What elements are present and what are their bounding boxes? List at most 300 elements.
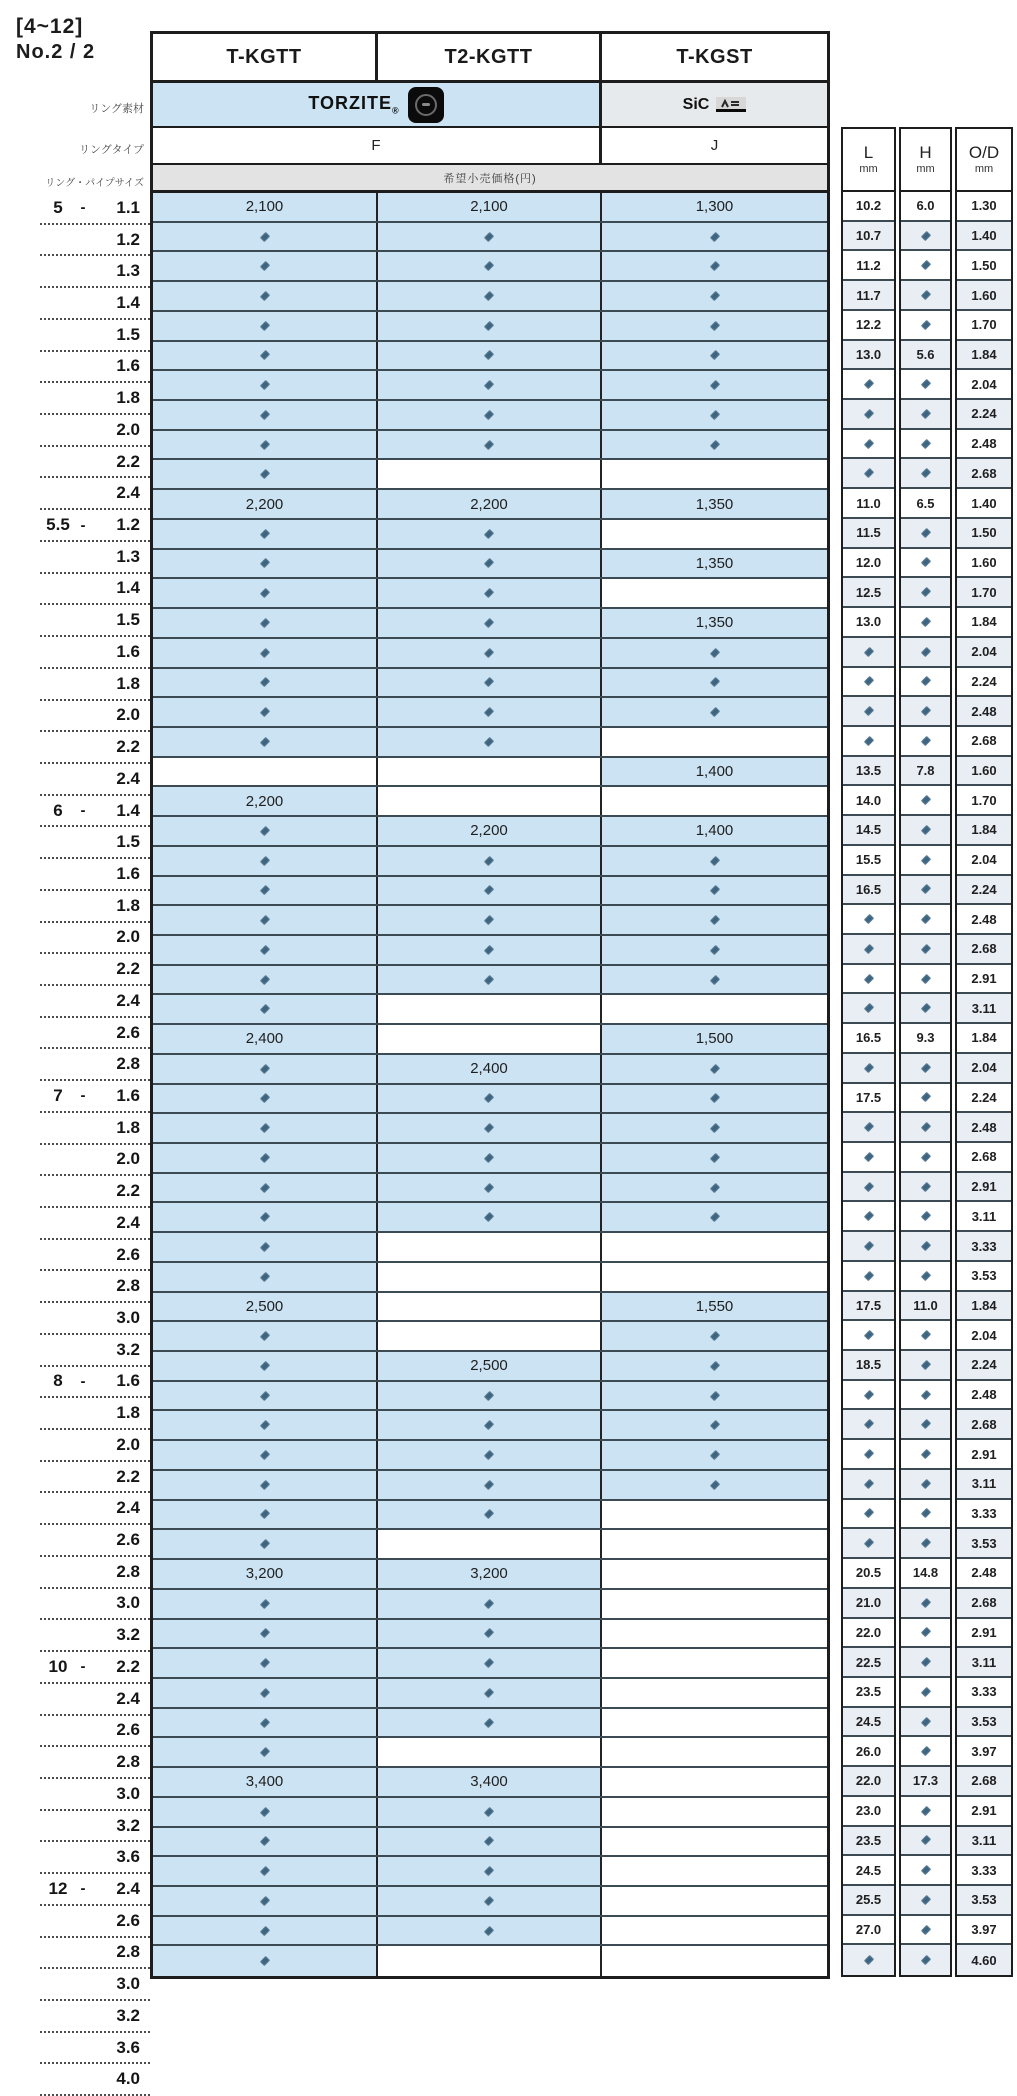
kgtt-price-cell: 2,200 — [153, 787, 378, 815]
kgst-price-cell — [602, 1441, 827, 1469]
h-cell — [901, 549, 950, 579]
t2kgtt-price-cell — [378, 698, 602, 726]
h-cell — [901, 459, 950, 489]
od-cell: 2.24 — [957, 1084, 1011, 1114]
l-cell: 12.0 — [843, 549, 894, 579]
row-label — [40, 1906, 150, 1938]
h-cell — [901, 1500, 950, 1530]
kgst-price-cell — [602, 639, 827, 667]
kgst-price-cell — [602, 877, 827, 905]
ditto-mark — [259, 1420, 269, 1430]
ditto-mark — [259, 1450, 269, 1460]
t2kgtt-price-cell — [378, 1530, 602, 1558]
od-header-letter: O/D — [968, 143, 1000, 163]
ditto-mark — [259, 1925, 269, 1935]
ditto-mark — [259, 1598, 269, 1608]
row-label — [40, 1938, 150, 1970]
table-row — [153, 1590, 827, 1620]
kgst-price-cell — [602, 401, 827, 429]
ditto-mark — [259, 1956, 269, 1966]
title-block — [16, 14, 95, 65]
ditto-mark — [709, 1450, 719, 1460]
dimension-table — [841, 127, 1013, 1977]
kgst-price-cell — [602, 1203, 827, 1231]
row-dash: - — [80, 516, 86, 534]
od-cell: 2.91 — [957, 1440, 1011, 1470]
ditto-mark — [484, 1806, 494, 1816]
row-label — [40, 605, 150, 637]
kgst-price-cell — [602, 1620, 827, 1648]
kgtt-price-cell — [153, 342, 378, 370]
ditto-mark — [259, 1747, 269, 1757]
kgtt-price-cell — [153, 1590, 378, 1618]
ditto-mark — [259, 558, 269, 568]
t2kgtt-price-cell — [378, 669, 602, 697]
table-row — [153, 698, 827, 728]
kgtt-price-cell — [153, 1530, 378, 1558]
l-cell: 16.5 — [843, 1024, 894, 1054]
ditto-mark — [863, 1389, 873, 1399]
od-cell: 3.53 — [957, 1708, 1011, 1738]
od-cell: 2.68 — [957, 1767, 1011, 1797]
ditto-mark — [709, 321, 719, 331]
ditto-mark — [863, 1152, 873, 1162]
h-cell: 9.3 — [901, 1024, 950, 1054]
table-row — [153, 966, 827, 996]
kgst-price-cell — [602, 669, 827, 697]
od-cell: 1.84 — [957, 608, 1011, 638]
kgtt-price-cell: 3,400 — [153, 1768, 378, 1796]
kgtt-price-cell — [153, 1174, 378, 1202]
od-cell: 1.50 — [957, 251, 1011, 281]
row-label — [40, 1430, 150, 1462]
kgst-price-cell: 1,400 — [602, 758, 827, 786]
h-cell — [901, 1827, 950, 1857]
ditto-mark — [484, 618, 494, 628]
t2kgtt-price-cell — [378, 1471, 602, 1499]
table-row — [153, 1144, 827, 1174]
t2kgtt-price-cell — [378, 223, 602, 251]
kgst-price-cell — [602, 1322, 827, 1350]
ring-type-label: リングタイプ — [78, 144, 144, 156]
row-dash: - — [80, 1658, 86, 1676]
l-cell: 17.5 — [843, 1084, 894, 1114]
row-label — [40, 478, 150, 510]
ditto-mark — [259, 1093, 269, 1103]
h-cell — [901, 1589, 950, 1619]
kgtt-price-cell — [153, 1263, 378, 1291]
t2kgtt-price-cell: 2,200 — [378, 817, 602, 845]
h-cell — [901, 1054, 950, 1084]
kgtt-price-cell — [153, 906, 378, 934]
ditto-mark — [920, 1895, 930, 1905]
ditto-mark — [484, 1390, 494, 1400]
ditto-mark — [259, 380, 269, 390]
t2kgtt-price-cell — [378, 252, 602, 280]
kgtt-price-cell — [153, 1857, 378, 1885]
kgtt-price-cell — [153, 1798, 378, 1826]
ditto-mark — [259, 1866, 269, 1876]
h-cell — [901, 222, 950, 252]
row-size-label: 3.0 — [116, 1974, 140, 1994]
ditto-mark — [863, 676, 873, 686]
table-row — [153, 1025, 827, 1055]
l-cell — [843, 400, 894, 430]
h-cell: 17.3 — [901, 1767, 950, 1797]
row-size-label: 1.8 — [116, 895, 140, 915]
l-cell: 17.5 — [843, 1292, 894, 1322]
ditto-mark — [709, 974, 719, 984]
kgst-price-cell — [602, 1828, 827, 1856]
ditto-mark — [259, 1242, 269, 1252]
l-header-letter: L — [863, 143, 874, 163]
h-cell — [901, 370, 950, 400]
od-cell: 2.04 — [957, 638, 1011, 668]
torzite-logo-icon — [408, 87, 444, 123]
ditto-mark — [863, 1062, 873, 1072]
od-cell: 3.97 — [957, 1916, 1011, 1946]
kgtt-price-cell — [153, 520, 378, 548]
kgst-price-cell — [602, 223, 827, 251]
ditto-mark — [920, 528, 930, 538]
row-label — [40, 923, 150, 955]
l-cell: 27.0 — [843, 1916, 894, 1946]
table-row — [153, 1620, 827, 1650]
ditto-mark — [259, 647, 269, 657]
table-row — [153, 1917, 827, 1947]
kgtt-price-cell — [153, 252, 378, 280]
od-cell: 1.70 — [957, 578, 1011, 608]
ditto-mark — [259, 1539, 269, 1549]
ditto-mark — [863, 1538, 873, 1548]
h-cell: 6.0 — [901, 192, 950, 222]
kgst-price-cell — [602, 1857, 827, 1885]
table-row — [153, 877, 827, 907]
od-cell: 2.68 — [957, 459, 1011, 489]
row-label — [40, 1081, 150, 1113]
t2kgtt-price-cell — [378, 1263, 602, 1291]
h-cell — [901, 638, 950, 668]
h-cell — [901, 1351, 950, 1381]
price-table — [150, 31, 830, 1979]
t2kgtt-price-cell — [378, 847, 602, 875]
h-cell — [901, 608, 950, 638]
t2kgtt-price-cell — [378, 1946, 602, 1976]
row-label — [40, 225, 150, 257]
row-size-label: 1.4 — [116, 293, 140, 313]
ditto-mark — [863, 1003, 873, 1013]
kgtt-price-cell — [153, 1411, 378, 1439]
ditto-mark — [920, 676, 930, 686]
kgst-price-cell: 1,500 — [602, 1025, 827, 1053]
row-size-label: 2.8 — [116, 1276, 140, 1296]
row-size-label: 1.5 — [116, 324, 140, 344]
ditto-mark — [484, 1598, 494, 1608]
row-label — [40, 288, 150, 320]
kgtt-price-cell — [153, 1620, 378, 1648]
table-row — [153, 1887, 827, 1917]
kgst-price-cell: 1,350 — [602, 609, 827, 637]
row-label — [40, 1303, 150, 1335]
l-header — [843, 129, 894, 192]
kgtt-price-cell — [153, 1917, 378, 1945]
h-cell — [901, 1708, 950, 1738]
kgtt-price-cell — [153, 1114, 378, 1142]
table-row — [153, 342, 827, 372]
ditto-mark — [920, 1152, 930, 1162]
h-cell — [901, 1173, 950, 1203]
kgtt-price-cell — [153, 1649, 378, 1677]
l-cell — [843, 1321, 894, 1351]
t2kgtt-price-cell: 3,200 — [378, 1560, 602, 1588]
ditto-mark — [709, 1480, 719, 1490]
table-row — [153, 401, 827, 431]
kgst-price-cell — [602, 1174, 827, 1202]
table-row — [153, 1233, 827, 1263]
ditto-mark — [259, 469, 269, 479]
kgst-price-cell — [602, 1471, 827, 1499]
od-cell: 1.40 — [957, 489, 1011, 519]
od-header — [957, 129, 1011, 192]
ditto-mark — [709, 380, 719, 390]
t2kgtt-price-cell — [378, 1828, 602, 1856]
ditto-mark — [709, 707, 719, 717]
row-label — [40, 1493, 150, 1525]
ditto-mark — [259, 1361, 269, 1371]
od-cell: 2.68 — [957, 1410, 1011, 1440]
ditto-mark — [259, 1509, 269, 1519]
kgst-price-cell — [602, 1382, 827, 1410]
ditto-mark — [920, 1627, 930, 1637]
dimension-column-l — [841, 127, 896, 1977]
row-label — [40, 1018, 150, 1050]
row-size-label: 2.4 — [116, 1878, 140, 1898]
l-cell — [843, 965, 894, 995]
ditto-mark — [863, 973, 873, 983]
row-label — [40, 1049, 150, 1081]
kgtt-price-cell — [153, 1828, 378, 1856]
kgst-price-cell — [602, 1798, 827, 1826]
row-label — [40, 1176, 150, 1208]
t2kgtt-price-cell — [378, 282, 602, 310]
od-cell: 3.11 — [957, 1470, 1011, 1500]
table-row — [153, 906, 827, 936]
row-label — [40, 954, 150, 986]
t2kgtt-price-cell — [378, 579, 602, 607]
od-cell: 2.48 — [957, 905, 1011, 935]
h-cell — [901, 519, 950, 549]
kgtt-price-cell — [153, 371, 378, 399]
ditto-mark — [920, 1687, 930, 1697]
table-row — [153, 579, 827, 609]
ditto-mark — [863, 409, 873, 419]
ditto-mark — [920, 1003, 930, 1013]
table-row — [153, 223, 827, 253]
sic-label: SiC — [682, 95, 710, 113]
l-cell — [843, 1529, 894, 1559]
kgst-price-cell — [602, 1679, 827, 1707]
od-cell: 2.48 — [957, 430, 1011, 460]
row-label — [40, 2064, 150, 2096]
row-size-label: 2.4 — [116, 1212, 140, 1232]
kgtt-price-cell — [153, 669, 378, 697]
row-size-label: 2.0 — [116, 1434, 140, 1454]
ditto-mark — [259, 1390, 269, 1400]
table-row — [153, 282, 827, 312]
h-cell — [901, 697, 950, 727]
ditto-mark — [259, 1688, 269, 1698]
l-cell — [843, 1470, 894, 1500]
kgtt-price-cell — [153, 698, 378, 726]
row-size-label: 3.6 — [116, 1847, 140, 1867]
l-header-unit: mm — [859, 162, 878, 175]
ditto-mark — [259, 1836, 269, 1846]
ditto-mark — [920, 706, 930, 716]
row-label — [40, 1620, 150, 1652]
ditto-mark — [863, 1449, 873, 1459]
od-cell: 2.91 — [957, 1797, 1011, 1827]
ditto-mark — [484, 261, 494, 271]
l-cell: 23.5 — [843, 1827, 894, 1857]
row-group-label: 7 — [53, 1085, 63, 1105]
kgtt-price-cell — [153, 1501, 378, 1529]
table-row — [153, 460, 827, 490]
table-row — [153, 312, 827, 342]
row-size-label: 2.6 — [116, 1910, 140, 1930]
kgtt-price-cell — [153, 877, 378, 905]
row-size-label: 1.6 — [116, 641, 140, 661]
ditto-mark — [484, 350, 494, 360]
dimension-column-h — [899, 127, 952, 1977]
row-size-label: 1.8 — [116, 673, 140, 693]
h-cell — [901, 1945, 950, 1975]
l-cell — [843, 697, 894, 727]
ditto-mark — [259, 321, 269, 331]
table-row — [153, 1411, 827, 1441]
ditto-mark — [484, 410, 494, 420]
ditto-mark — [259, 915, 269, 925]
ditto-mark — [259, 410, 269, 420]
od-cell: 3.33 — [957, 1500, 1011, 1530]
t2kgtt-price-cell — [378, 1441, 602, 1469]
kgtt-price-cell — [153, 1679, 378, 1707]
ditto-mark — [920, 1122, 930, 1132]
row-size-label: 1.6 — [116, 1085, 140, 1105]
kgtt-price-cell: 2,400 — [153, 1025, 378, 1053]
ditto-mark — [259, 974, 269, 984]
od-cell: 3.97 — [957, 1737, 1011, 1767]
kgst-price-cell — [602, 1530, 827, 1558]
ditto-mark — [709, 1361, 719, 1371]
row-size-label: 2.2 — [116, 1656, 140, 1676]
ditto-mark — [709, 1182, 719, 1192]
t2kgtt-price-cell: 2,100 — [378, 193, 602, 221]
row-label — [40, 1716, 150, 1748]
h-cell — [901, 1470, 950, 1500]
row-label — [40, 986, 150, 1018]
ditto-mark — [259, 1063, 269, 1073]
row-label — [40, 1208, 150, 1240]
ditto-mark — [920, 1508, 930, 1518]
ditto-mark — [259, 350, 269, 360]
od-cell: 2.48 — [957, 1381, 1011, 1411]
kgtt-price-cell — [153, 1738, 378, 1766]
table-row — [153, 1798, 827, 1828]
row-size-label: 2.8 — [116, 1561, 140, 1581]
l-cell: 14.0 — [843, 786, 894, 816]
row-size-label: 2.4 — [116, 990, 140, 1010]
ditto-mark — [484, 231, 494, 241]
row-label — [40, 1367, 150, 1399]
od-cell: 3.33 — [957, 1678, 1011, 1708]
h-cell — [901, 311, 950, 341]
ring-material-label: リング素材 — [89, 103, 144, 115]
ditto-mark — [920, 944, 930, 954]
row-group-label: 12 — [48, 1878, 68, 1898]
ditto-mark — [484, 588, 494, 598]
od-cell: 2.04 — [957, 846, 1011, 876]
ditto-mark — [484, 707, 494, 717]
row-size-label: 2.8 — [116, 1054, 140, 1074]
od-cell: 2.48 — [957, 1113, 1011, 1143]
table-row — [153, 1382, 827, 1412]
ditto-mark — [863, 438, 873, 448]
ditto-mark — [920, 825, 930, 835]
t2kgtt-price-cell — [378, 431, 602, 459]
row-size-label: 2.0 — [116, 705, 140, 725]
t2kgtt-price-cell — [378, 609, 602, 637]
h-cell — [901, 846, 950, 876]
ditto-mark — [484, 380, 494, 390]
l-cell — [843, 1202, 894, 1232]
kgst-price-cell — [602, 431, 827, 459]
row-size-label: 1.3 — [116, 546, 140, 566]
row-label — [40, 1145, 150, 1177]
kgst-price-cell — [602, 520, 827, 548]
ditto-mark — [920, 1449, 930, 1459]
ditto-mark — [484, 529, 494, 539]
type-f-cell: F — [153, 128, 602, 163]
ditto-mark — [484, 855, 494, 865]
t2kgtt-price-cell — [378, 1322, 602, 1350]
row-label — [40, 1335, 150, 1367]
kgst-price-cell — [602, 460, 827, 488]
h-header-letter: H — [919, 143, 932, 163]
kgtt-price-cell — [153, 1144, 378, 1172]
table-row — [153, 520, 827, 550]
ring-type-row — [153, 128, 827, 165]
ditto-mark — [709, 677, 719, 687]
h-cell — [901, 1262, 950, 1292]
ditto-mark — [863, 1508, 873, 1518]
l-cell — [843, 1440, 894, 1470]
od-cell: 1.60 — [957, 281, 1011, 311]
t2kgtt-price-cell — [378, 312, 602, 340]
ditto-mark — [863, 646, 873, 656]
kgtt-price-cell — [153, 1946, 378, 1976]
kgtt-price-cell — [153, 401, 378, 429]
ditto-mark — [259, 1123, 269, 1133]
kgtt-price-cell: 2,100 — [153, 193, 378, 221]
h-cell — [901, 1619, 950, 1649]
ditto-mark — [920, 320, 930, 330]
kgst-price-cell — [602, 1768, 827, 1796]
row-size-label: 2.4 — [116, 1688, 140, 1708]
material-row — [153, 83, 827, 128]
kgtt-price-cell — [153, 1382, 378, 1410]
h-cell — [901, 1143, 950, 1173]
t2kgtt-price-cell — [378, 1917, 602, 1945]
